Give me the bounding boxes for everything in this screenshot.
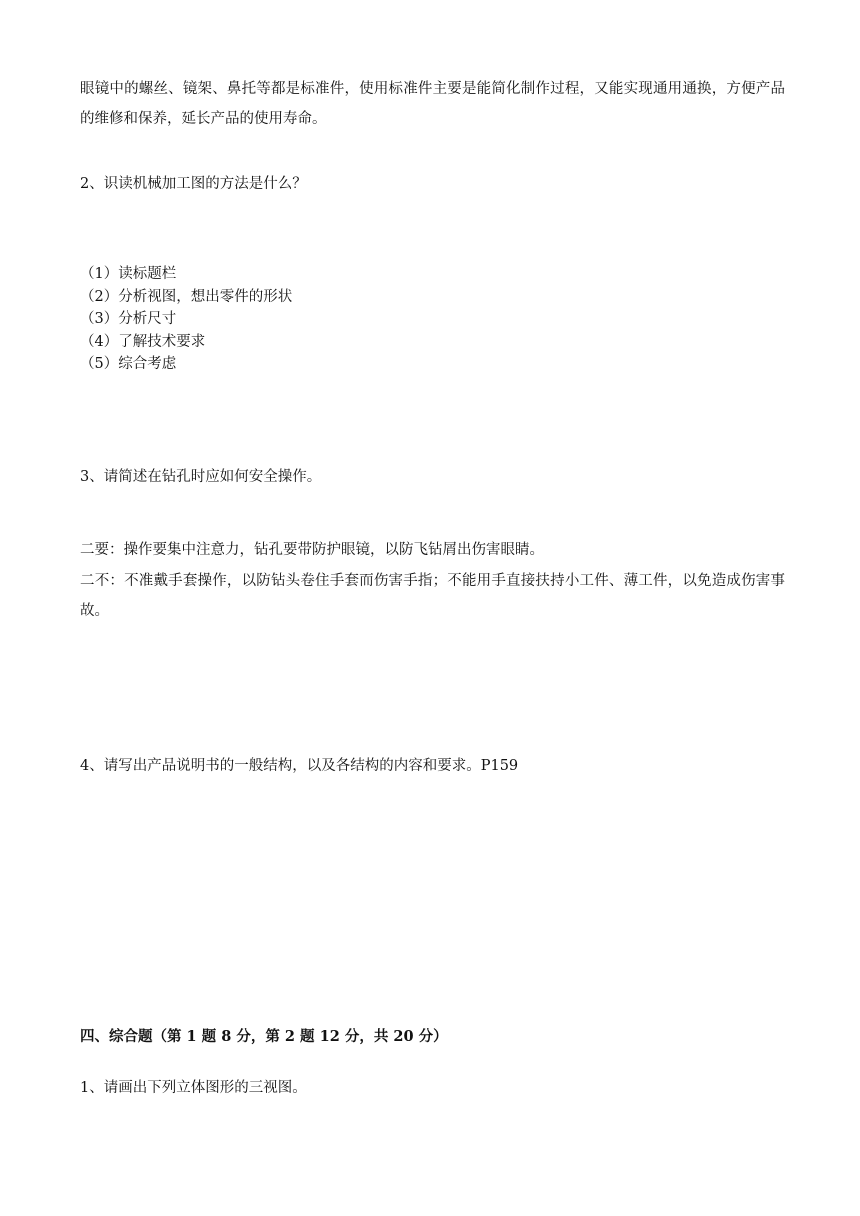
question-4: 4、请写出产品说明书的一般结构，以及各结构的内容和要求。P159 <box>80 758 519 774</box>
step-item: （2）分析视图，想出零件的形状 <box>80 288 293 305</box>
section-heading: 四、综合题（第 1 题 8 分，第 2 题 12 分，共 20 分） <box>80 1028 448 1045</box>
step-item: （1）读标题栏 <box>80 266 177 282</box>
answer-3-part-a: 二要：操作要集中注意力，钻孔要带防护眼镜，以防飞钻屑出伤害眼睛。 <box>80 542 544 558</box>
section4-question-1: 1、请画出下列立体图形的三视图。 <box>80 1080 307 1096</box>
answer-3-part-b: 二不：不准戴手套操作，以防钻头卷住手套而伤害手指；不能用手直接扶持小工件、薄工件，以免造成伤害事故。 <box>80 573 785 619</box>
question-3: 3、请简述在钻孔时应如何安全操作。 <box>80 469 322 485</box>
step-item: （3）分析尺寸 <box>80 311 177 327</box>
answer-paragraph: 眼镜中的螺丝、镜架、鼻托等都是标准件，使用标准件主要是能简化制作过程，又能实现通用通换，方便产品的维修和保养，延长产品的使用寿命。 <box>80 81 785 127</box>
step-item: （5）综合考虑 <box>80 356 177 372</box>
step-item: （4）了解技术要求 <box>80 333 206 350</box>
question-2: 2、识读机械加工图的方法是什么？ <box>80 176 307 192</box>
answer-2-steps <box>80 263 780 376</box>
